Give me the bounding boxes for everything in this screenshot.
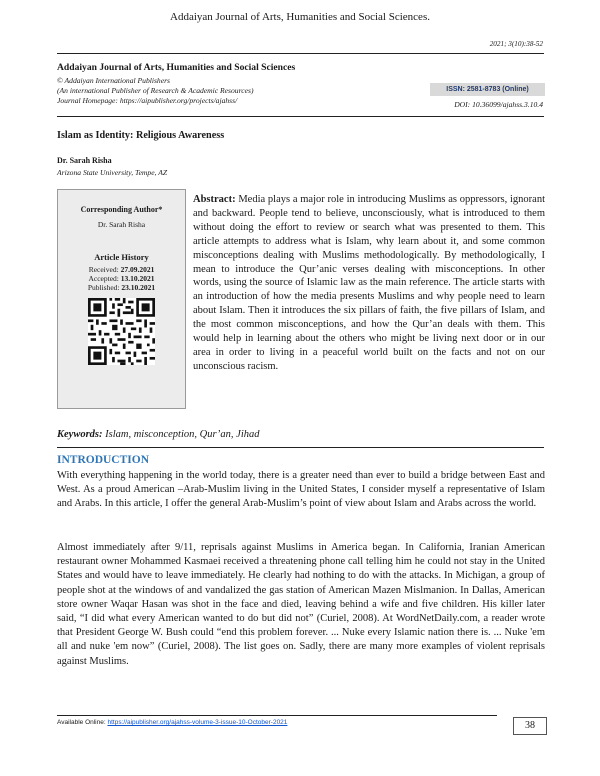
accepted-date: 13.10.2021 [120,274,155,283]
author-affiliation: Arizona State University, Tempe, AZ [57,168,168,177]
article-info-box [57,189,186,409]
footer-availability [57,719,287,726]
received-label: Received: [88,265,119,274]
footer-available-label: Available Online: [57,719,106,726]
citation-volume: 2021; 3(10):38-52 [489,40,543,48]
publisher-description: (An international Publisher of Research & Academic Resources) [57,86,254,96]
published-label: Published: [87,283,120,292]
footer-url-link[interactable]: https://aipublisher.org/ajahss-volume-3-issue-10-October-2021 [107,719,288,726]
running-head-title: Addaiyan Journal of Arts, Humanities and Social Sciences. [170,11,430,23]
abstract-block [193,193,545,374]
header-rule [57,53,544,54]
corresponding-author-heading: Corresponding Author* [80,205,163,214]
masthead-rule [57,116,544,117]
article-title: Islam as Identity: Religious Awareness [57,130,225,141]
intro-paragraph-2: Almost immediately after 9/11, reprisals against Muslims in America began. In California, Iranian American restaurant owner Mohammed Kasmaei received a threatening phone call telling him he could not stay in the United States and would have to leave immediately. He clearly had nothing to do with the attacks. In Michigan, a group of people shot at the windows of and vandalized the gas station of American Mazen Mislmanion. In Dallas, American store owner Waqar Hasan was shot in the face and died, leaving behind a wife and five children. His killer later said, “I did what every American wanted to do but did not” (Curiel, 2008). At WordNetDaily.com, a reader wrote that President George W. Bush could “end this problem forever. ... Nuke every Islamic nation there is. ... Nuke 'em all and nuke 'em now” (Curiel, 2008). The list goes on. Sadly, there are many more examples of violent reprisals against Muslims. [57,542,545,667]
article-history-heading: Article History [94,252,149,262]
qr-code-icon[interactable] [88,298,155,365]
doi-label[interactable]: DOI: 10.36099/ajahss.3.10.4 [454,100,543,109]
keywords-line [57,429,260,440]
abstract-label: Abstract: [193,194,236,205]
corresponding-author-name: Dr. Sarah Risha [97,220,146,229]
received-date-row [58,265,185,274]
abstract-text: Media plays a major role in introducing Muslims as oppressors, ignorant and backward. People tend to believe, unconsciously, what is introduced to them without doing the effort to review or search what was presented to them. This article attempts to address what is Islam, why learn about it, and some common misconceptions dealing with Muslims methodologically. By methodologically, I mean to introduce the Qur’anic verses dealing with misconceptions. In other words, using the source of Islamic law as the main reference. The article starts with an introduction of how the media presents Muslims and why people need to learn about Islam. Then it introduces the six pillars of faith, the five pillars of Islam, and the most common misconceptions, and how the Qur’an deals with them. This would help in learning about the others who might be living next door or in our area in order to living in a peaceful world built on the facts and not on our unconscious racism. [193,194,546,372]
journal-name: Addaiyan Journal of Arts, Humanities and Social Sciences [57,62,296,73]
publisher-copyright: © Addaiyan International Publishers [57,76,170,85]
received-date: 27.09.2021 [120,265,155,274]
intro-paragraph-1: With everything happening in the world today, there is a greater need than ever to build a bridge between East and West. As a proud American –Arab-Muslim living in the United States, I consider myself a representative of Islam and Arabs. In this article, I offer the general Arab-Muslim’s point of view about Islam and Arabs across the world. [57,470,545,510]
issn-badge: ISSN: 2581-8783 (Online) [430,83,545,96]
introduction-heading: INTRODUCTION [57,454,150,466]
published-date: 23.10.2021 [121,283,156,292]
published-date-row [58,283,185,292]
publisher-info [57,76,253,107]
author-name: Dr. Sarah Risha [57,156,112,165]
accepted-label: Accepted: [88,274,119,283]
journal-homepage[interactable]: Journal Homepage: https://aipublisher.org/projects/ajahss/ [57,96,238,106]
keywords-rule [57,447,544,448]
accepted-date-row [58,274,185,283]
keywords-text: Islam, misconception, Qur’an, Jihad [105,429,260,440]
page-number: 38 [513,717,547,735]
footer-rule [57,715,497,716]
keywords-label: Keywords: [57,429,103,440]
